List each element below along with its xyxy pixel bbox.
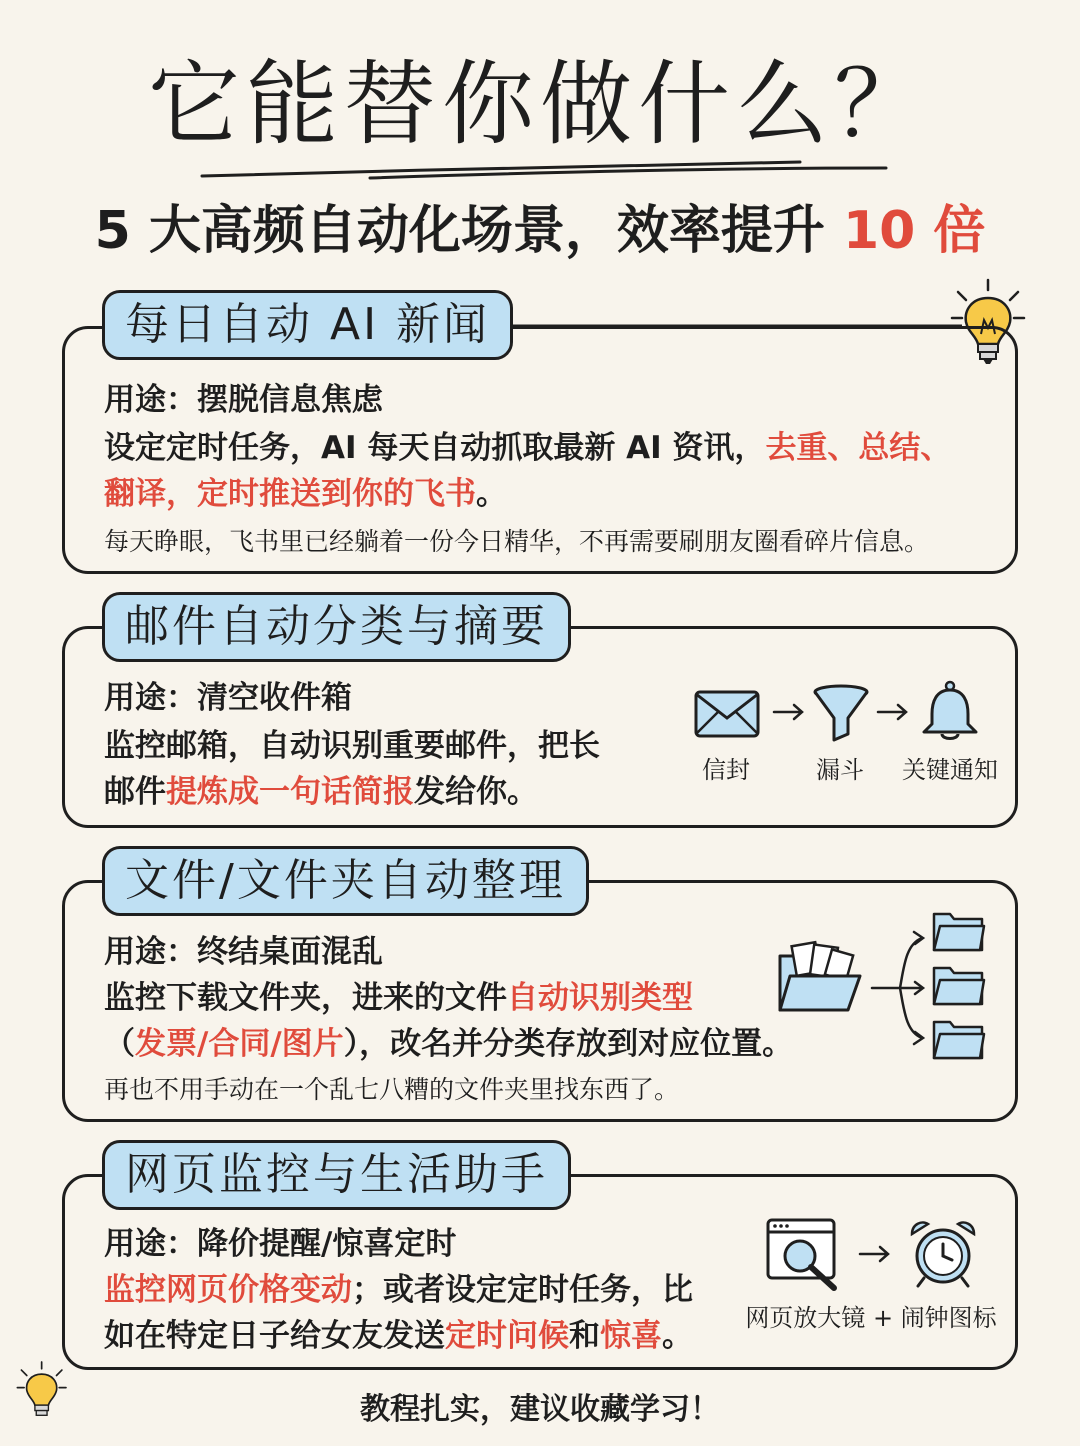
card1-desc-line1-text: 设定定时任务，AI 每天自动抓取最新 AI 资讯， [104,430,766,466]
browser-magnifier-icon [766,1218,840,1292]
card4-desc-line2 [104,1314,693,1358]
card3-desc-line1-highlight: 自动识别类型 [507,980,693,1016]
arrow-icon [876,702,910,722]
card2-purpose: 用途：清空收件箱 [104,680,352,716]
card1-note: 每天睁眼，飞书里已经躺着一份今日精华，不再需要刷朋友圈看碎片信息。 [104,527,930,556]
card3-desc-line1 [104,976,693,1020]
card2-desc-line2-a: 邮件 [104,774,166,810]
card4-desc-line1 [104,1268,693,1312]
card2-desc-line1: 监控邮箱，自动识别重要邮件，把长 [104,728,600,764]
card4-desc-line2-highlight1: 定时问候 [445,1318,569,1354]
card3-desc-line1-a: 监控下载文件夹，进来的文件 [104,980,507,1016]
card4-desc-line2-a: 如在特定日子给女友发送 [104,1318,445,1354]
page-title: 它能替你做什么？ [147,51,932,158]
card3-desc-line2-highlight: 发票/合同/图片 [135,1026,344,1062]
card2-desc-line2-highlight: 提炼成一句话简报 [166,774,414,810]
page-subtitle [0,196,1080,266]
card4-desc-line2-e: 。 [662,1318,693,1354]
card1-top-line [462,322,962,330]
card4-desc-line2-highlight2: 惊喜 [600,1318,662,1354]
card4-desc-line2-c: 和 [569,1318,600,1354]
footer-note: 教程扎实，建议收藏学习！ [360,1392,720,1427]
folder-icon [932,1018,986,1062]
card1-desc-line2-end: 。 [476,476,507,512]
card4-title-pill: 网页监控与生活助手 [102,1140,571,1210]
funnel-icon [812,684,870,744]
card2-desc-line2 [104,770,538,814]
card4-desc-line1-highlight: 监控网页价格变动 [104,1272,352,1308]
card3-purpose: 用途：终结桌面混乱 [104,934,383,970]
card4-desc-line1-b: ；或者设定定时任务，比 [352,1272,693,1308]
funnel-label: 漏斗 [816,756,864,784]
folder-icon [932,910,986,954]
arrow-icon [772,702,806,722]
title-underline [200,148,890,188]
subtitle-main: 5 大高频自动化场景，效率提升 [94,201,843,261]
card1-desc-line1-highlight: 去重、总结、 [765,430,952,466]
bell-label: 关键通知 [902,756,998,784]
web-monitor-icon-label: 网页放大镜 + 闹钟图标 [745,1304,997,1332]
arrow-icon [858,1244,892,1264]
card1-title-pill: 每日自动 AI 新闻 [102,290,513,360]
card3-desc-line2 [104,1022,793,1066]
card1-desc-line2 [104,472,507,516]
card1-purpose: 用途：摆脱信息焦虑 [104,382,383,418]
card1-desc-line1 [104,426,951,470]
card2-desc-line2-c: 发给你。 [414,774,538,810]
envelope-icon [694,690,760,738]
alarm-clock-icon [908,1218,978,1290]
card1-desc-line2-highlight: 翻译，定时推送到你的飞书 [104,476,476,512]
card3-title-pill: 文件/文件夹自动整理 [102,846,589,916]
subtitle-highlight: 10 倍 [842,201,986,261]
bell-icon [920,680,980,744]
card3-desc-line2-c: ），改名并分类存放到对应位置。 [343,1026,794,1062]
folder-icon [776,940,862,1018]
folder-icon [932,964,986,1008]
envelope-label: 信封 [702,756,750,784]
card3-note: 再也不用手动在一个乱七八糟的文件夹里找东西了。 [104,1075,680,1104]
card3-desc-line2-a: （ [104,1026,135,1062]
card4-purpose: 用途：降价提醒/惊喜定时 [104,1226,457,1262]
branch-arrows-icon [870,926,932,1050]
card2-title-pill: 邮件自动分类与摘要 [102,592,571,662]
